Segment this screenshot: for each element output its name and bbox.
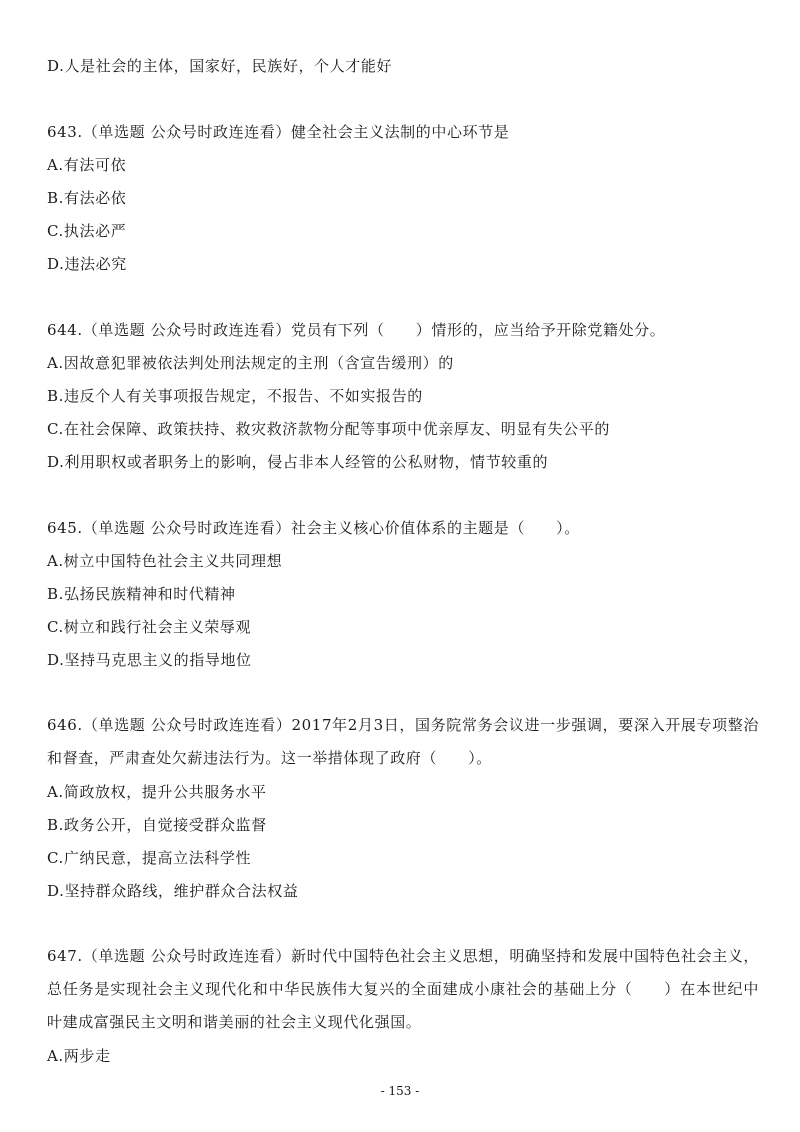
prev-question-option-d: D.人是社会的主体，国家好，民族好，个人才能好: [47, 57, 393, 75]
question-643-option-d: D.违法必究: [47, 255, 127, 273]
question-646-stem: 646.（单选题 公众号时政连连看）2017年2月3日，国务院常务会议进一步强调，要深入开展专项整治和督查，严肃查处欠薪违法行为。这一举措体现了政府（ ）。: [47, 716, 759, 767]
question-646-option-c: C.广纳民意，提高立法科学性: [47, 849, 252, 867]
question-645-option-c: C.树立和践行社会主义荣辱观: [47, 618, 252, 636]
question-645-option-d: D.坚持马克思主义的指导地位: [47, 651, 252, 669]
question-643-stem: 643.（单选题 公众号时政连连看）健全社会主义法制的中心环节是: [47, 123, 510, 141]
question-643-option-b: B.有法必依: [47, 189, 127, 207]
question-645-option-a: A.树立中国特色社会主义共同理想: [47, 552, 283, 570]
question-644-option-b: B.违反个人有关事项报告规定，不报告、不如实报告的: [47, 387, 423, 405]
question-645-option-b: B.弘扬民族精神和时代精神: [47, 585, 236, 603]
question-647-stem: 647.（单选题 公众号时政连连看）新时代中国特色社会主义思想，明确坚持和发展中国特色社会主义，总任务是实现社会主义现代化和中华民族伟大复兴的全面建成小康社会的基础上分（ ）在本世纪中叶建成富强民主文明和谐美丽的社会主义现代化强国。: [47, 947, 759, 1031]
page-number: - 153 -: [380, 1084, 420, 1098]
question-644-option-a: A.因故意犯罪被依法判处刑法规定的主刑（含宣告缓刑）的: [47, 354, 454, 372]
question-645-stem: 645.（单选题 公众号时政连连看）社会主义核心价值体系的主题是（ ）。: [47, 519, 580, 537]
question-647-option-a: A.两步走: [47, 1047, 111, 1065]
question-644-option-d: D.利用职权或者职务上的影响，侵占非本人经管的公私财物，情节较重的: [47, 453, 549, 471]
question-644-option-c: C.在社会保障、政策扶持、救灾救济款物分配等事项中优亲厚友、明显有失公平的: [47, 420, 610, 438]
question-644-stem: 644.（单选题 公众号时政连连看）党员有下列（ ）情形的，应当给予开除党籍处分。: [47, 321, 666, 339]
question-643-option-a: A.有法可依: [47, 156, 127, 174]
question-646-option-a: A.简政放权，提升公共服务水平: [47, 783, 267, 801]
question-646-option-b: B.政务公开，自觉接受群众监督: [47, 816, 267, 834]
question-646-option-d: D.坚持群众路线，维护群众合法权益: [47, 882, 299, 900]
question-643-option-c: C.执法必严: [47, 222, 127, 240]
